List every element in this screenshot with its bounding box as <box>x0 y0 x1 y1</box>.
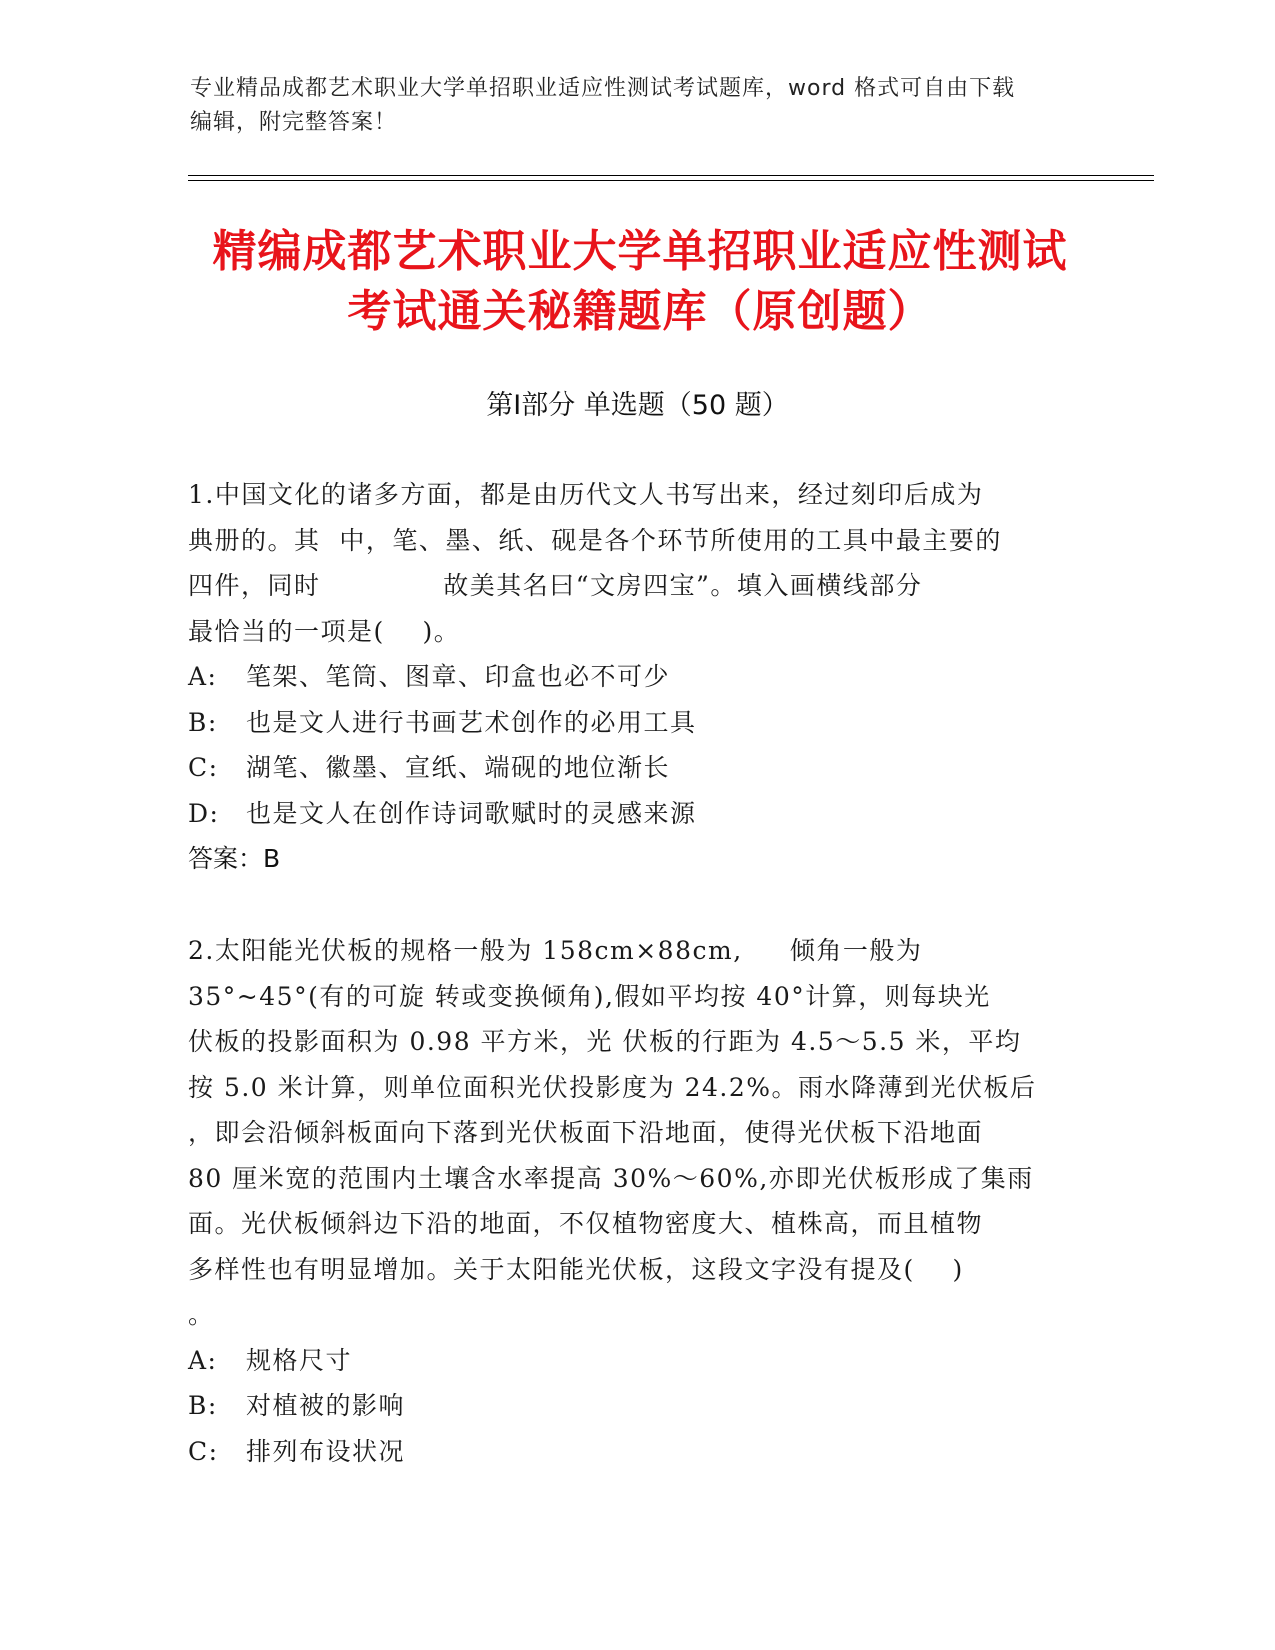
header-divider-top <box>188 175 1154 176</box>
option-b <box>188 1383 1078 1429</box>
question-text-line: 按 5.0 米计算，则单位面积光伏投影度为 24.2%。雨水降薄到光伏板后 <box>188 1072 1037 1102</box>
option-text: 也是文人进行书画艺术创作的必用工具 <box>246 707 697 737</box>
question-2 <box>188 928 1078 1474</box>
question-1 <box>188 472 1078 882</box>
option-a <box>188 654 1078 700</box>
option-key: C: <box>188 1436 219 1466</box>
title-line-2: 考试通关秘籍题库（原创题） <box>347 286 933 337</box>
option-text: 排列布设状况 <box>246 1436 406 1466</box>
section-heading: 第Ⅰ部分 单选题（50 题） <box>486 390 789 421</box>
answer-label: 答案：B <box>188 844 281 873</box>
option-text: 对植被的影响 <box>246 1391 406 1420</box>
header-divider-bottom <box>188 180 1154 181</box>
option-c <box>188 1429 1078 1475</box>
option-b <box>188 700 1078 746</box>
option-d <box>188 791 1078 837</box>
option-key: C: <box>188 753 219 782</box>
document-title <box>130 222 1150 342</box>
option-key: A: <box>188 1345 218 1375</box>
question-text-line: 伏板的投影面积为 0.98 平方米，光 伏板的行距为 4.5～5.5 米，平均 <box>188 1027 1022 1056</box>
question-text-line: 80 厘米宽的范围内土壤含水率提高 30%～60%,亦即光伏板形成了集雨 <box>188 1163 1034 1193</box>
option-c <box>188 745 1078 791</box>
document-header <box>190 72 1070 140</box>
option-text: 笔架、笔筒、图章、印盒也必不可少 <box>246 662 671 691</box>
option-key: B: <box>188 1391 218 1420</box>
question-text-line: 典册的。其 中，笔、墨、纸、砚是各个环节所使用的工具中最主要的 <box>188 525 1002 555</box>
question-text-line: 。 <box>188 1300 215 1329</box>
question-text-line: 最恰当的一项是( )。 <box>188 616 461 646</box>
question-text-line: ，即会沿倾斜板面向下落到光伏板面下沿地面，使得光伏板下沿地面 <box>188 1118 984 1147</box>
option-a <box>188 1338 1078 1384</box>
header-line-1: 专业精品成都艺术职业大学单招职业适应性测试考试题库，word 格式可自由下载 <box>190 76 1016 101</box>
option-key: D: <box>188 798 220 828</box>
option-text: 规格尺寸 <box>246 1345 353 1375</box>
title-line-1: 精编成都艺术职业大学单招职业适应性测试 <box>212 226 1068 277</box>
question-text-line: 多样性也有明显增加。关于太阳能光伏板，这段文字没有提及( ) <box>188 1254 964 1284</box>
option-key: A: <box>188 662 218 691</box>
option-text: 湖笔、徽墨、宣纸、端砚的地位渐长 <box>246 753 671 782</box>
header-line-2: 编辑，附完整答案！ <box>190 110 398 135</box>
question-text-line: 35°~45°(有的可旋 转或变换倾角),假如平均按 40°计算，则每块光 <box>188 981 991 1011</box>
option-text: 也是文人在创作诗词歌赋时的灵感来源 <box>246 798 697 828</box>
question-text-line: 四件，同时 故美其名曰“文房四宝”。填入画横线部分 <box>188 571 923 600</box>
question-text-line: 2.太阳能光伏板的规格一般为 158cm×88cm, 倾角一般为 <box>188 936 923 965</box>
option-key: B: <box>188 707 218 737</box>
question-text-line: 面。光伏板倾斜边下沿的地面，不仅植物密度大、植株高，而且植物 <box>188 1209 984 1238</box>
question-text-line: 1.中国文化的诸多方面，都是由历代文人书写出来，经过刻印后成为 <box>188 480 984 509</box>
